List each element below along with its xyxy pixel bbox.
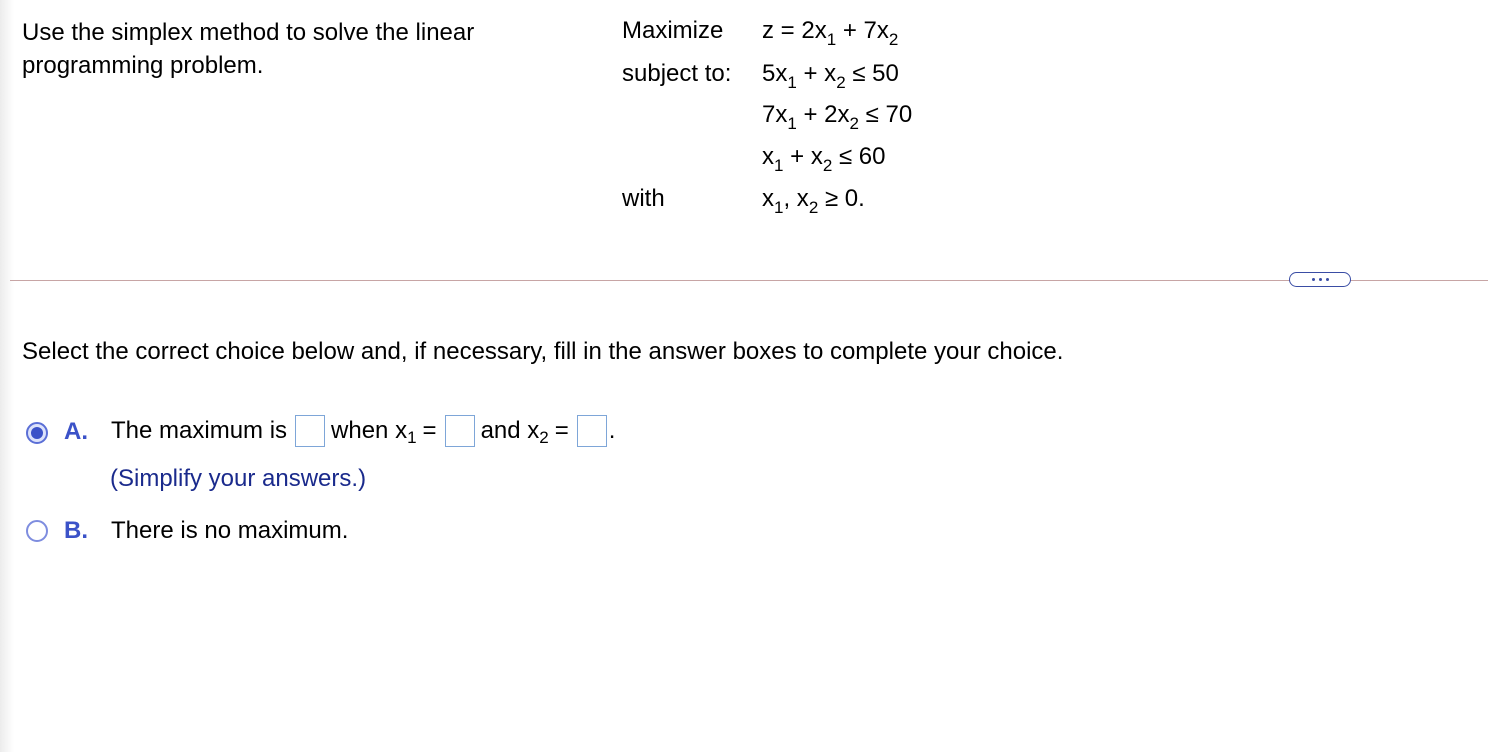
- x1-answer-box[interactable]: [445, 415, 475, 447]
- constraint-2-c: ≤ 70: [859, 101, 913, 128]
- nonneg-b: , x: [783, 185, 809, 212]
- constraint-1-sub-2: 2: [836, 73, 846, 92]
- constraint-1-b: + x: [796, 60, 837, 87]
- left-edge-shade: [0, 0, 14, 752]
- choice-b-radio[interactable]: [26, 520, 48, 542]
- constraint-3-a: x: [762, 143, 774, 170]
- choice-a-text-3: and x: [480, 417, 540, 444]
- subject-to-label: subject to:: [622, 60, 732, 87]
- nonnegativity-constraint: [762, 185, 865, 217]
- with-label: with: [622, 185, 665, 212]
- more-dot-icon: [1326, 278, 1329, 281]
- constraint-3-c: ≤ 60: [832, 143, 886, 170]
- constraint-2-a: 7x: [762, 101, 788, 128]
- more-options-button[interactable]: [1289, 272, 1351, 287]
- section-divider: [10, 280, 1488, 281]
- constraint-1-a: 5x: [762, 60, 788, 87]
- nonneg-sub-2: 2: [808, 198, 819, 217]
- choice-a-sub-2: 2: [539, 428, 549, 447]
- choice-a-text-1: The maximum is: [111, 417, 288, 444]
- choice-b-text: There is no maximum.: [111, 517, 349, 544]
- choice-a-radio[interactable]: [26, 422, 48, 444]
- simplify-hint: (Simplify your answers.): [110, 465, 367, 492]
- choice-a-eq-2: =: [554, 417, 569, 444]
- constraint-3-sub-1: 1: [774, 156, 784, 175]
- constraint-3-sub-2: 2: [822, 156, 833, 175]
- choice-prompt: Select the correct choice below and, if necessary, fill in the answer boxes to complete your choice.: [22, 338, 1064, 365]
- constraint-2-b: + 2x: [796, 101, 850, 128]
- choice-b-letter: B.: [64, 517, 88, 544]
- choice-a-sub-1: 1: [407, 428, 417, 447]
- x2-answer-box[interactable]: [577, 415, 607, 447]
- nonneg-a: x: [762, 185, 774, 212]
- more-dot-icon: [1319, 278, 1322, 281]
- nonneg-sub-1: 1: [774, 198, 784, 217]
- maximize-label: Maximize: [622, 17, 724, 44]
- choice-a-end: .: [608, 417, 616, 444]
- objective-sub-1: 1: [826, 30, 837, 49]
- constraint-3-b: + x: [783, 143, 823, 170]
- instruction-line-1: Use the simplex method to solve the linear: [22, 19, 475, 46]
- constraint-2: [762, 101, 913, 133]
- constraint-1-c: ≤ 50: [845, 60, 899, 87]
- objective-lhs: z = 2x: [762, 17, 827, 44]
- constraint-2-sub-2: 2: [849, 114, 859, 133]
- maximum-answer-box[interactable]: [295, 415, 325, 447]
- objective-mid: + 7x: [836, 17, 889, 44]
- constraint-1-sub-1: 1: [787, 73, 797, 92]
- objective-function: [762, 17, 899, 49]
- choice-a-text: [111, 415, 615, 447]
- instruction-text: [22, 16, 562, 82]
- more-dot-icon: [1312, 278, 1315, 281]
- constraint-2-sub-1: 1: [787, 114, 797, 133]
- choice-a-text-2: when x: [331, 417, 408, 444]
- objective-sub-2: 2: [888, 30, 899, 49]
- instruction-line-2: programming problem.: [22, 52, 264, 79]
- choice-a-eq-1: =: [422, 417, 437, 444]
- choice-a-letter: A.: [64, 418, 88, 445]
- constraint-3: [762, 143, 886, 175]
- nonneg-c: ≥ 0.: [818, 185, 865, 212]
- constraint-1: [762, 60, 899, 92]
